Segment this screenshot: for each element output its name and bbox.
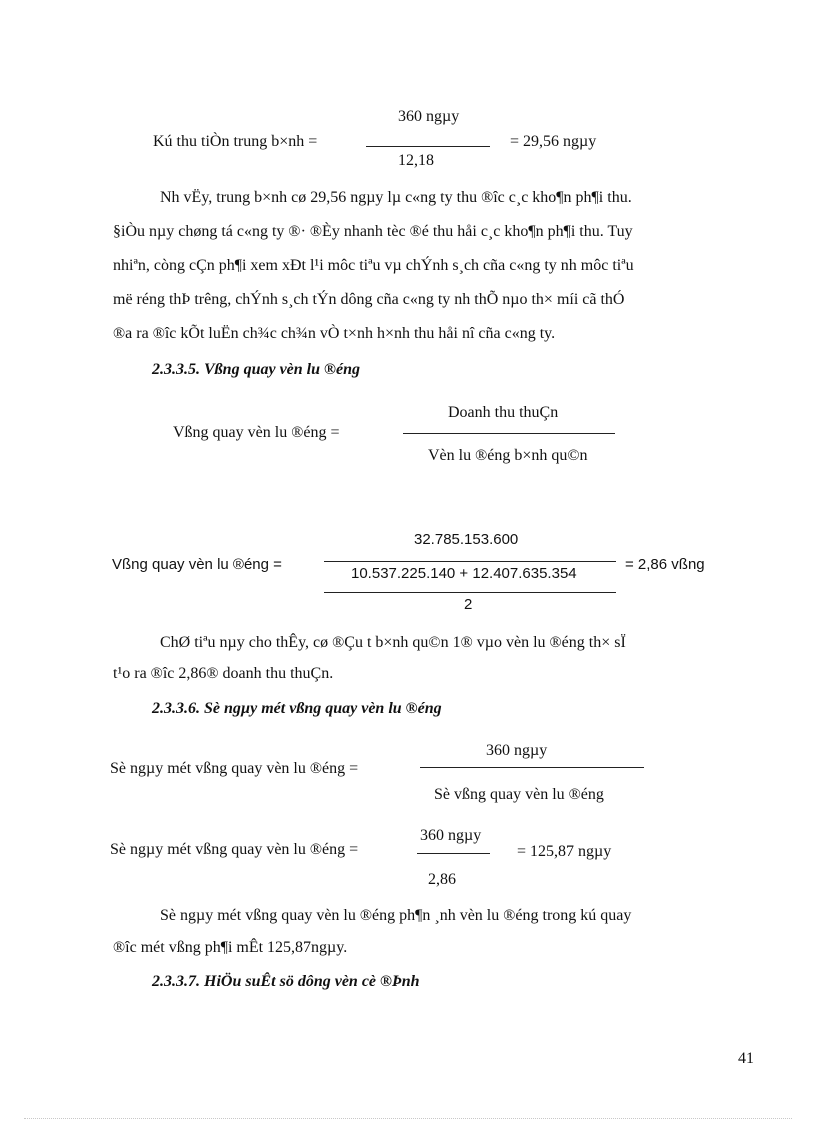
formula3-denominator-sum: 10.537.225.140 + 12.407.635.354 <box>351 565 577 582</box>
page-bottom-dotted-border <box>24 1118 792 1119</box>
section-heading-2-3-3-6: 2.3.3.6. Sè ngµy mét vßng quay vèn lu ®éng <box>152 700 442 717</box>
formula4-fraction-bar <box>420 767 644 768</box>
formula5-denominator: 2,86 <box>428 871 456 888</box>
formula4-numerator: 360 ngµy <box>486 742 548 759</box>
formula3-numerator: 32.785.153.600 <box>414 531 519 548</box>
formula3-fraction-bar-outer <box>324 592 616 593</box>
para3-line-2: ®îc mét vßng ph¶i mÊt 125,87ngµy. <box>113 939 348 956</box>
formula5-result: = 125,87 ngµy <box>517 843 612 860</box>
formula1-denominator: 12,18 <box>398 152 434 169</box>
formula2-numerator: Doanh thu thuÇn <box>448 404 559 421</box>
formula2-fraction-bar <box>403 433 615 434</box>
para2-line-2: t¹o ra ®îc 2,86® doanh thu thuÇn. <box>113 665 334 682</box>
formula1-numerator: 360 ngµy <box>398 108 460 125</box>
page-number: 41 <box>738 1050 754 1067</box>
formula1-result: = 29,56 ngµy <box>510 133 597 150</box>
formula3-denominator-divisor: 2 <box>464 596 473 613</box>
para1-line-1: Nh vËy, trung b×nh cø 29,56 ngµy lµ c«ng ty thu ®îc c¸c kho¶n ph¶i thu. <box>160 189 632 206</box>
para2-line-1: ChØ tiªu nµy cho thÊy, cø ®Çu t b×nh qu©n 1® vµo vèn lu ®éng th× sÏ <box>160 634 626 651</box>
para1-line-3: nhiªn, còng cÇn ph¶i xem xÐt l¹i môc tiªu vµ chÝnh s¸ch cña c«ng ty nh môc tiªu <box>113 257 634 274</box>
formula5-lhs: Sè ngµy mét vßng quay vèn lu ®éng = <box>110 841 359 858</box>
formula5-numerator: 360 ngµy <box>420 827 482 844</box>
formula1-fraction-bar <box>366 146 490 147</box>
formula2-lhs: Vßng quay vèn lu ®éng = <box>173 424 340 441</box>
section-heading-2-3-3-7: 2.3.3.7. HiÖu suÊt sö dông vèn cè ®Þnh <box>152 973 420 990</box>
para1-line-2: §iÒu nµy chøng tá c«ng ty ®· ®Èy nhanh tèc ®é thu håi c¸c kho¶n ph¶i thu. Tuy <box>113 223 633 240</box>
para1-line-5: ®a ra ®îc kÕt luËn ch¾c ch¾n vÒ t×nh h×nh thu håi nî cña c«ng ty. <box>113 325 556 342</box>
formula3-result: = 2,86 vßng <box>625 556 705 573</box>
section-heading-2-3-3-5: 2.3.3.5. Vßng quay vèn lu ®éng <box>152 361 360 378</box>
formula4-denominator: Sè vßng quay vèn lu ®éng <box>434 786 604 803</box>
formula4-lhs: Sè ngµy mét vßng quay vèn lu ®éng = <box>110 760 359 777</box>
formula3-fraction-bar-inner <box>324 561 616 562</box>
formula2-denominator: Vèn lu ®éng b×nh qu©n <box>428 447 588 464</box>
para3-line-1: Sè ngµy mét vßng quay vèn lu ®éng ph¶n ¸nh vèn lu ®éng trong kú quay <box>160 907 632 924</box>
para1-line-4: më réng thÞ trêng, chÝnh s¸ch tÝn dông cña c«ng ty nh thÕ nµo th× míi cã thÓ <box>113 291 625 308</box>
formula3-lhs: Vßng quay vèn lu ®éng = <box>112 556 282 573</box>
formula1-lhs: Kú thu tiÒn trung b×nh = <box>153 133 318 150</box>
formula5-fraction-bar <box>417 853 490 854</box>
